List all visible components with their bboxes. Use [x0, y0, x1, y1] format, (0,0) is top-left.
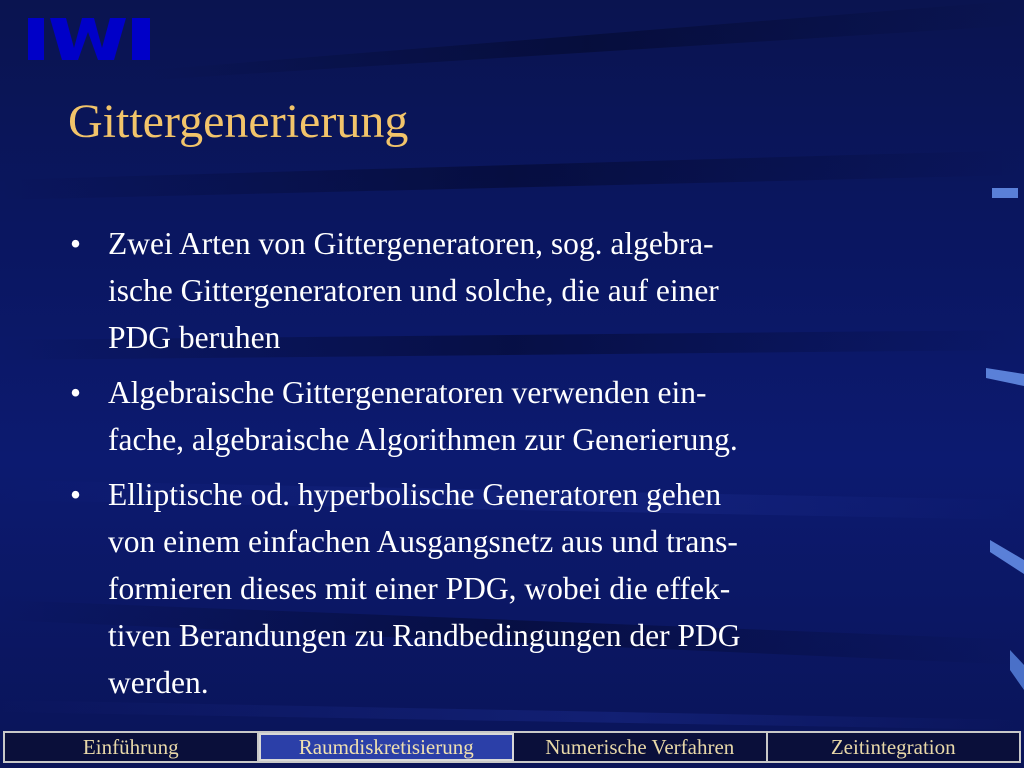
- bullet-item: [68, 471, 928, 706]
- bullet-line: Zwei Arten von Gittergeneratoren, sog. algebra-: [108, 226, 714, 261]
- nav-tab-zeitintegration[interactable]: Zeitintegration: [830, 734, 956, 759]
- bullet-dot: •: [70, 375, 82, 410]
- bullet-list: [68, 220, 928, 714]
- bullet-line: Elliptische od. hyperbolische Generatoren gehen: [108, 477, 722, 512]
- nav-tab-einfuehrung[interactable]: Einführung: [5, 733, 259, 761]
- section-navbar: [3, 731, 1021, 763]
- edge-accent: [992, 188, 1018, 198]
- bullet-line: werden.: [108, 665, 209, 700]
- slide-title: Gittergenerierung: [68, 95, 409, 148]
- bullet-item: [68, 369, 928, 463]
- bullet-dot: •: [70, 477, 82, 512]
- bullet-line: Algebraische Gittergeneratoren verwenden ein-: [108, 375, 707, 410]
- nav-tab-numerische-verfahren[interactable]: Numerische Verfahren: [514, 733, 768, 761]
- bullet-line: ische Gittergeneratoren und solche, die auf einer: [108, 273, 719, 308]
- bullet-line: von einem einfachen Ausgangsnetz aus und trans-: [108, 524, 738, 559]
- nav-tab-raumdiskretisierung[interactable]: Raumdiskretisierung: [259, 733, 515, 761]
- bullet-dot: •: [70, 226, 82, 261]
- bullet-item: [68, 220, 928, 361]
- bullet-line: PDG beruhen: [108, 320, 281, 355]
- bullet-line: fache, algebraische Algorithmen zur Generierung.: [108, 422, 738, 457]
- iwi-logo: [28, 18, 150, 60]
- bullet-line: tiven Berandungen zu Randbedingungen der PDG: [108, 618, 741, 653]
- bullet-line: formieren dieses mit einer PDG, wobei die effek-: [108, 571, 731, 606]
